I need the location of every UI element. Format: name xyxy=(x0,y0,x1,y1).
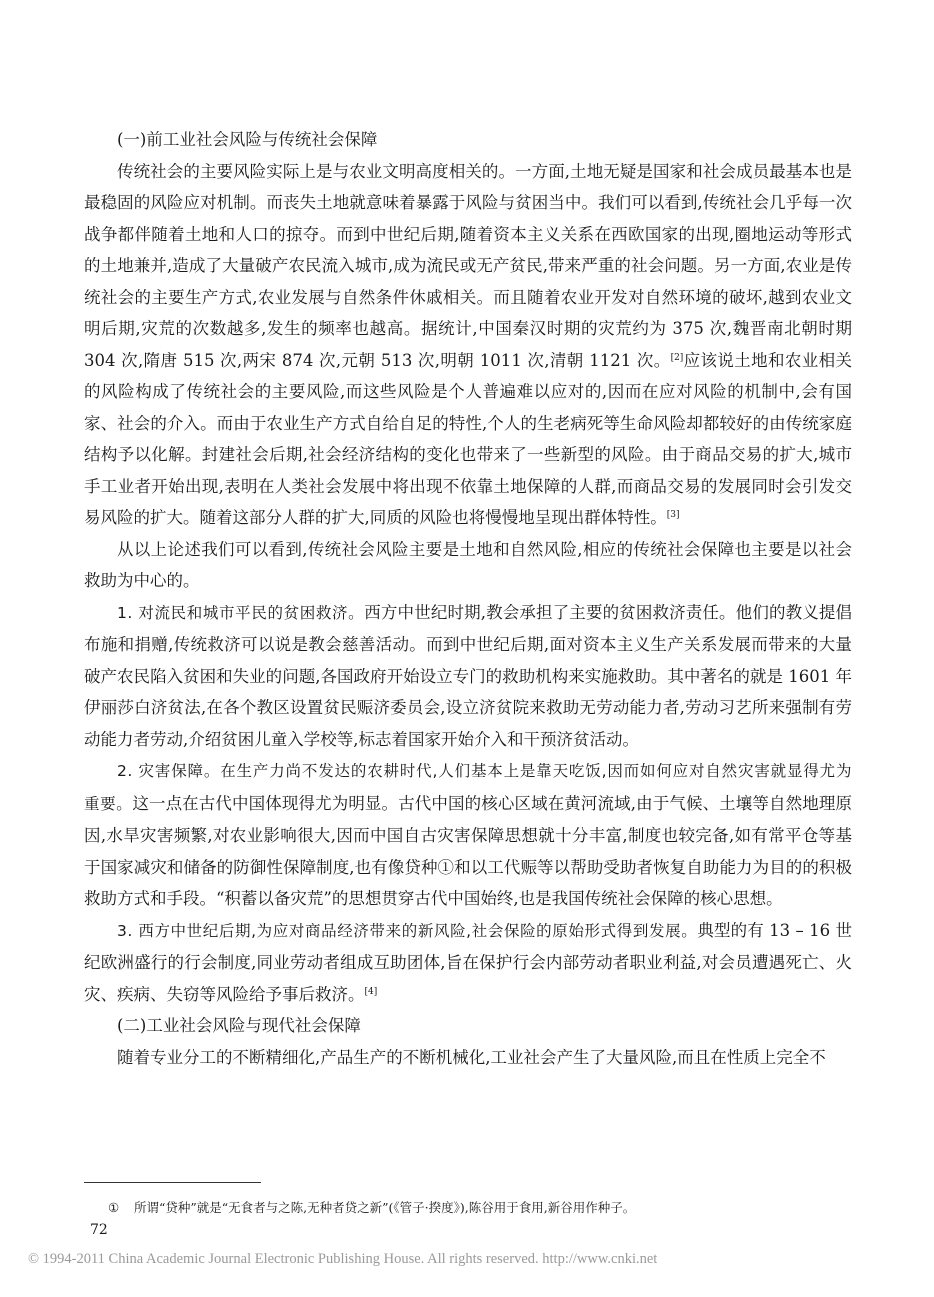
page-number: 72 xyxy=(90,1222,108,1238)
paragraph-text-cont: 应该说土地和农业相关的风险构成了传统社会的主要风险,而这些风险是个人普遍难以应对的,因而在应对风险的机制中,会有国家、社会的介入。而由于农业生产方式自给自足的特性,个人的生老病死等生命风险却都较好的由传统家庭结构予以化解。封建社会后期,社会经济结构的变化也带来了一些新型的风险。由于商品交易的扩大,城市手工业者开始出现,表明在人类社会发展中将出现不依靠土地保障的人群,而商品交易的发展同时会引发交易风险的扩大。随着这部分人群的扩大,同质的风险也将慢慢地呈现出群体特性。 xyxy=(84,350,853,527)
footnote xyxy=(108,1199,848,1217)
body-text xyxy=(84,124,852,1073)
footnote-divider xyxy=(84,1182,261,1183)
list-item-lead: 3. 西方中世纪后期,为应对商品经济带来的新风险,社会保险的原始形式得到发展。 xyxy=(117,921,698,940)
paragraph-traditional-risks xyxy=(84,156,852,534)
citation-3: [3] xyxy=(666,510,680,520)
paragraph-industrial-risks: 随着专业分工的不断精细化,产品生产的不断机械化,工业社会产生了大量风险,而且在性质上完全不 xyxy=(117,1047,826,1067)
paragraph-text: 传统社会的主要风险实际上是与农业文明高度相关的。一方面,土地无疑是国家和社会成员最基本也是最稳固的风险应对机制。而丧失土地就意味着暴露于风险与贫困当中。我们可以看到,传统社会几乎每一次战争都伴随着土地和人口的掠夺。而到中世纪后期,随着资本主义关系在西欧国家的出现,圈地运动等形式的土地兼并,造成了大量破产农民流入城市,成为流民或无产贫民,带来严重的社会问题。另一方面,农业是传统社会的主要生产方式,农业发展与自然条件休戚相关。而且随着农业开发对自然环境的破坏,越到农业文明后期,灾荒的次数越多,发生的频率也越高。据统计,中国秦汉时期的灾荒约为 375 次,魏晋南北朝时期 304 次,隋唐 515 次,两宋 874 次,元朝 513 次,明朝 1011 次,清朝 1121 次。 xyxy=(84,161,852,370)
section-heading-1: (一)前工业社会风险与传统社会保障 xyxy=(117,130,378,149)
footnote-marker: ① xyxy=(437,857,455,877)
copyright-watermark: © 1994-2011 China Academic Journal Electronic Publishing House. All rights reserved. http://www.cnki.net xyxy=(28,1251,658,1267)
footnote-text: 所谓“贷种”就是“无食者与之陈,无种者贷之新”(《管子·揆度》),陈谷用于食用,新谷用作种子。 xyxy=(134,1200,636,1215)
list-item-lead: 1. 对流民和城市平民的贫困救济。 xyxy=(117,603,365,622)
citation-2: [2] xyxy=(670,352,684,363)
list-item-text: 这一点在古代中国体现得尤为明显。古代中国的核心区域在黄河流域,由于气候、土壤等自然地理原因,水旱灾害频繁,对农业影响很大,因而中国自古灾害保障思想就十分丰富,制度也较完备,如有常平仓等基于国家减灾和储备的防御性保障制度,也有像贷种 xyxy=(84,793,852,877)
footnote-mark: ① xyxy=(108,1200,120,1215)
list-item-lead: 2. 灾害保障。在生产力尚不发达的农耕时代,人们基本上是靠天吃饭,因而如何应对自然灾害就显得尤为重要。 xyxy=(84,762,852,813)
section-heading-2: (二)工业社会风险与现代社会保障 xyxy=(117,1016,361,1035)
paragraph-summary: 从以上论述我们可以看到,传统社会风险主要是土地和自然风险,相应的传统社会保障也主要是以社会救助为中心的。 xyxy=(84,539,852,590)
list-item-text-cont: 和以工代赈等以帮助受助者恢复自助能力为目的的积极救助方式和手段。“积蓄以备灾荒”的思想贯穿古代中国始终,也是我国传统社会保障的核心思想。 xyxy=(84,857,853,908)
citation-4: [4] xyxy=(364,986,378,997)
list-item-text: 典型的有 13 – 16 世纪欧洲盛行的行会制度,同业劳动者组成互助团体,旨在保护行会内部劳动者职业利益,对会员遭遇死亡、火灾、疾病、失窃等风险给予事后救济。 xyxy=(84,920,852,1004)
list-item-poverty-relief xyxy=(84,597,852,756)
list-item-disaster-protection xyxy=(84,755,852,915)
list-item-text: 西方中世纪时期,教会承担了主要的贫困救济责任。他们的教义提倡布施和捐赠,传统救济可以说是教会慈善活动。而到中世纪后期,面对资本主义生产关系发展而带来的大量破产农民陷入贫困和失业的问题,各国政府开始设立专门的救助机构来实施救助。其中著名的就是 1601 年伊丽莎白济贫法,在各个教区设置贫民赈济委员会,设立济贫院来救助无劳动能力者,劳动习艺所来强制有劳动能力者劳动,介绍贫困儿童入学校等,标志着国家开始介入和干预济贫活动。 xyxy=(84,602,853,749)
list-item-guild-insurance xyxy=(84,915,852,1011)
